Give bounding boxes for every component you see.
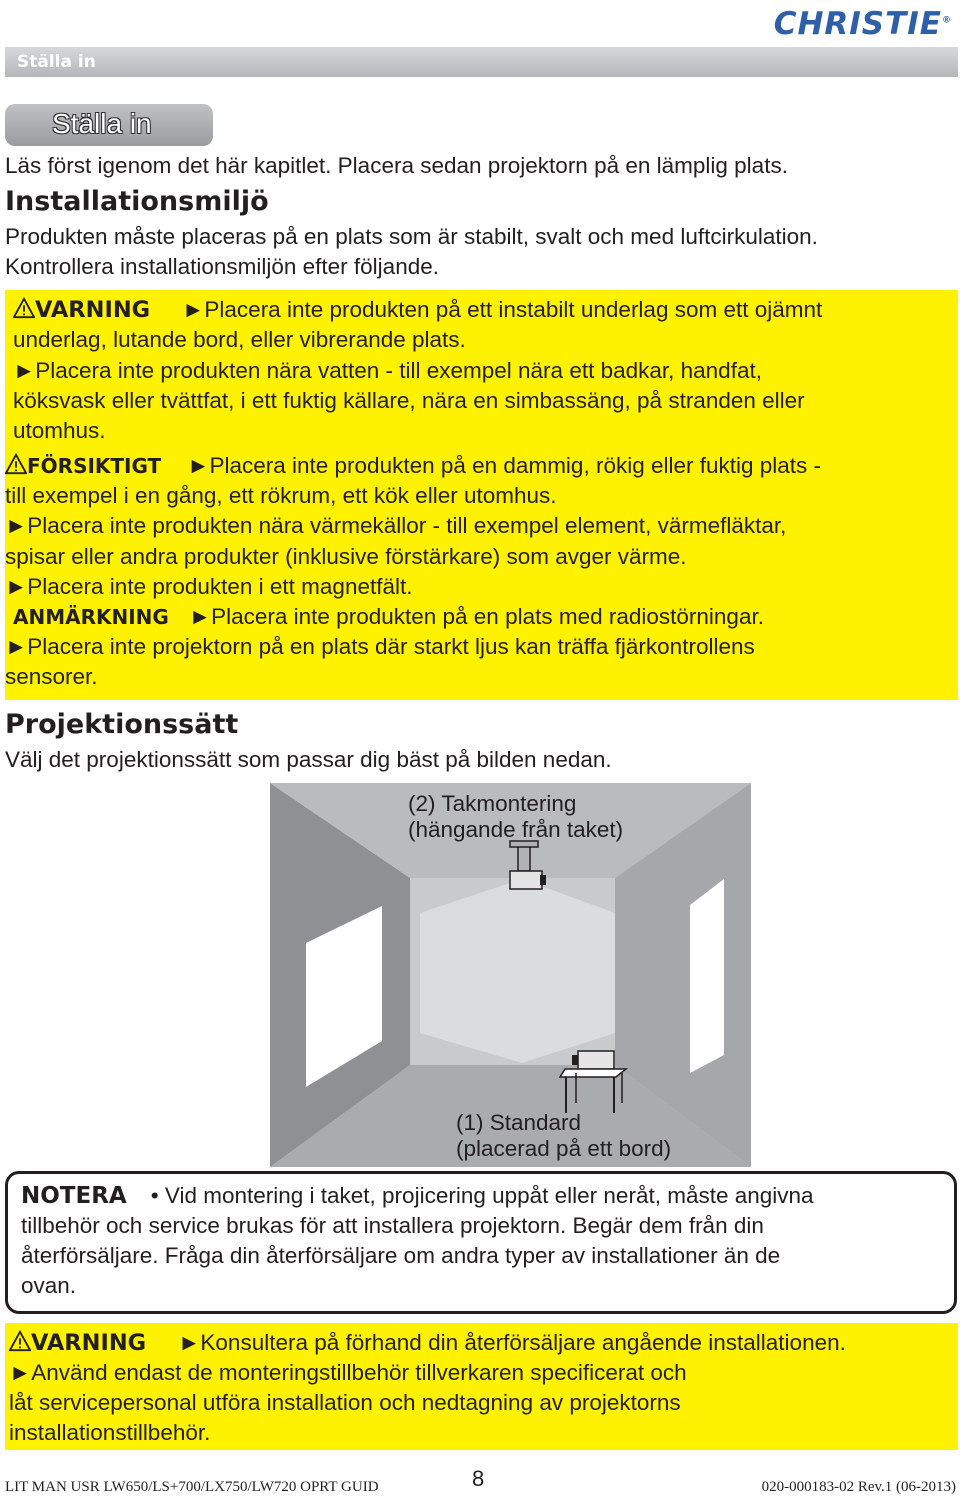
warning-line-5: utomhus. [13, 418, 106, 443]
warning-label: VARNING [35, 297, 151, 323]
warning-line-3: ►Placera inte produkten nära vatten - till exempel nära ett badkar, handfat, [13, 358, 762, 383]
notera-line-4: ovan. [21, 1273, 77, 1298]
caution-line-5: ►Placera inte produkten i ett magnetfält. [5, 574, 413, 599]
caution-line-1: FÖRSIKTIGT ►Placera inte produkten på en dammig, rökig eller fuktig plats - [5, 451, 821, 481]
bottom-warning-line-1: VARNING ►Konsultera på förhand din återförsäljare angående installationen. [9, 1328, 846, 1358]
warning-box [5, 290, 958, 700]
page-title-pill [5, 104, 213, 146]
label-ceiling-2: (hängande från taket) [408, 817, 624, 842]
ceiling-projector-icon [510, 871, 542, 889]
notera-line-1: NOTERA • Vid montering i taket, projicering uppåt eller neråt, måste angivna [21, 1183, 814, 1209]
page-title: Ställa in [52, 108, 152, 139]
table-icon [560, 1069, 626, 1077]
note-line-2: ►Placera inte projektorn på en plats där starkt ljus kan träffa fjärkontrollens [5, 634, 755, 659]
warning-line-4: köksvask eller tvättfat, i ett fuktig källare, nära en simbassäng, på stranden eller [13, 388, 805, 413]
page-number: 8 [472, 1466, 485, 1491]
notera-label: NOTERA [21, 1183, 127, 1209]
section-bar-title: Ställa in [17, 52, 96, 72]
section-bar [5, 47, 958, 77]
bottom-warning-box [5, 1323, 958, 1450]
right-screen [690, 879, 724, 1073]
installation-line-2: Kontrollera installationsmiljön efter följande. [5, 254, 439, 279]
note-line-1: ANMÄRKNING ►Placera inte produkten på en plats med radiostörningar. [13, 604, 764, 629]
note-label: ANMÄRKNING [13, 605, 169, 629]
caution-label: FÖRSIKTIGT [27, 454, 162, 478]
installation-heading: Installationsmiljö [5, 186, 269, 217]
projection-heading: Projektionssätt [5, 709, 239, 740]
footer-revision: 020-000183-02 Rev.1 (06-2013) [761, 1479, 956, 1495]
christie-logo: CHRISTIE® [773, 6, 952, 42]
caution-line-4: spisar eller andra produkter (inklusive förstärkare) som avger värme. [5, 544, 687, 569]
bottom-warning-label: VARNING [31, 1330, 147, 1356]
caution-line-3: ►Placera inte produkten nära värmekällor - till exempel element, värmefläktar, [5, 513, 787, 538]
warning-triangle-icon [13, 297, 35, 319]
notera-line-3: återförsäljare. Fråga din återförsäljare om andra typer av installationer än de [21, 1243, 781, 1268]
notera-line-2: tillbehör och service brukas för att installera projektorn. Begär dem från din [21, 1213, 764, 1238]
notera-box [5, 1171, 957, 1314]
light-cone [420, 879, 615, 1063]
bottom-warning-triangle-icon [9, 1330, 31, 1352]
caution-line-2: till exempel i en gång, ett rökrum, ett kök eller utomhus. [5, 483, 557, 508]
caution-triangle-icon [5, 453, 27, 475]
bottom-warning-line-3: låt servicepersonal utföra installation och nedtagning av projektorns [9, 1390, 681, 1415]
bottom-warning-line-4: installationstillbehör. [9, 1420, 211, 1445]
label-table-1: (1) Standard [456, 1110, 582, 1135]
bottom-warning-line-2: ►Använd endast de monteringstillbehör tillverkaren specificerat och [9, 1360, 687, 1385]
warning-line-2: underlag, lutande bord, eller vibrerande plats. [13, 327, 466, 352]
label-ceiling-1: (2) Takmontering [408, 791, 577, 816]
table-projector-icon [578, 1051, 614, 1069]
footer-doc-id: LIT MAN USR LW650/LS+700/LX750/LW720 OPRT GUID [5, 1479, 379, 1495]
label-table-2: (placerad på ett bord) [456, 1136, 672, 1161]
warning-line-1: VARNING ►Placera inte produkten på ett instabilt underlag som ett ojämnt [13, 295, 822, 325]
installation-line-1: Produkten måste placeras på en plats som är stabilt, svalt och med luftcirkulation. [5, 224, 818, 249]
note-line-3: sensorer. [5, 664, 98, 689]
projection-intro: Välj det projektionssätt som passar dig bäst på bilden nedan. [5, 747, 612, 772]
intro-text: Läs först igenom det här kapitlet. Placera sedan projektorn på en lämplig plats. [5, 153, 788, 178]
